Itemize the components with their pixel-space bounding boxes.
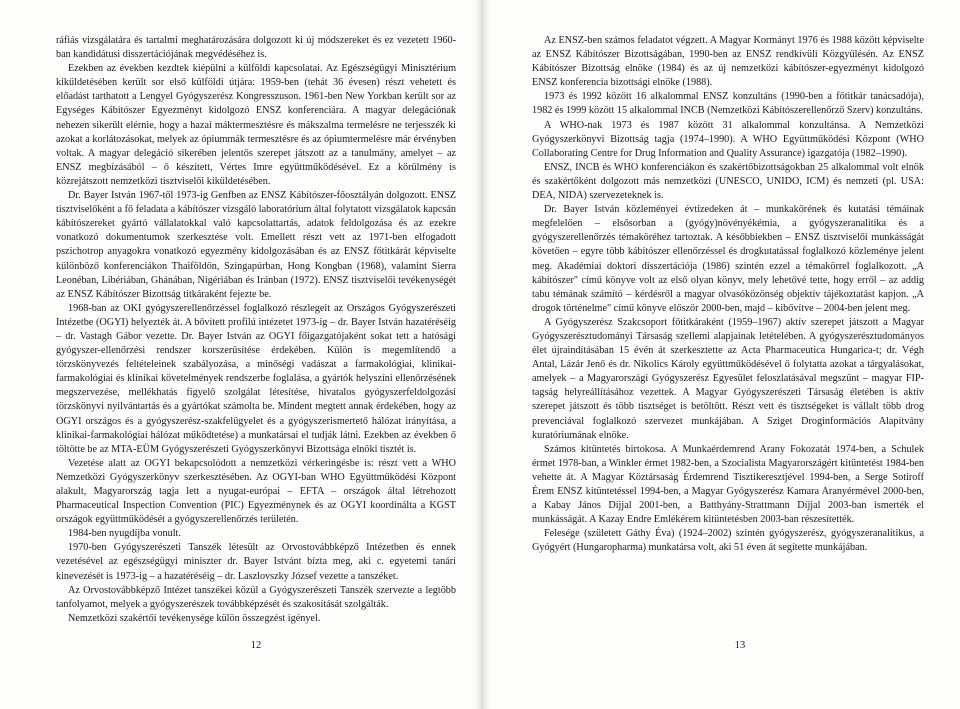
paragraph: 1984-ben nyugdíjba vonult. [68, 528, 181, 540]
paragraph: 1970-ben Gyógyszerészeti Tanszék létesült az Orvostovábbképző Intézetben és ennek vezetésével az egészségügyi miniszter dr. Bayer Istvánt bízta meg, aki c. egyetemi tanári kinevezését is 1973-ig – a hazatéréséig – dr. Laszlovszky József vezette a tanszéket. [56, 542, 456, 582]
page-number-right: 13 [734, 640, 746, 651]
paragraph: 1973 és 1992 között 16 alkalommal ENSZ konzultáns (1990-ben a főtitkár tanácsadója), 1982 és 1999 között 15 alkalommal INCB (Nemzetközi Kábítószerellenőrző Szerv) konzultáns. [532, 91, 924, 117]
page-number-left: 12 [250, 640, 262, 651]
paragraph: Nemzetközi szakértői tevékenysége külön összegzést igényel. [68, 612, 321, 624]
paragraph: Ezekben az években kezdtek kiépülni a külföldi kapcsolatai. Az Egészségügyi Minisztérium kiküldetésében került sor első külföldi útjára: 1959-ben (tehát 36 évesen) részt vehetett és előadást tarthatott a Lengyel Gyógyszerész Kongresszuson. 1961-ben New Yorkban került sor az Egységes Kábítószer Egyezményt kidolgozó ENSZ konferenciára. A magyar delegációnak nehezen sikerült elérnie, hogy a hazai máktermesztésre és mákszalma termelésre ne terjesszék ki azokat a korlátozásokat, melyek az ópiummák termesztésre és az ópiumtermelésre már érvényben voltak. A magyar delegáció sikerében jelentős szerepet játszott az a tanulmány, amelyet – az ENSZ megbízásából – ő készített, Vértes Imre együttműködésével. Ez a körülmény is közrejátszott nemzetközi tisztviselői kiküldetésében. [56, 63, 456, 187]
paragraph: Számos kitüntetés birtokosa. A Munkaérdemrend Arany Fokozatát 1974-ben, a Schulek érmet 1978-ban, a Winkler érmet 1982-ben, a Szocialista Magyarországért kitüntetést 1984-ben vehette át. A Magyar Köztársaság Érdemrend Tisztikeresztjével 1994-ben, a Serge Sotiroff Érem ENSZ kitüntetéssel 1994-ben, a Magyar Gyógyszerész Kamara Aranyérmével 2000-ben, a Kabay János Díjjal 2001-ben, a Batthyány-Strattmann Díjjal 2003-ban ismerték el munkásságát. A Kazay Endre Emlékérem kitüntetésben 2003-ban részesítették. [532, 443, 924, 526]
book-gutter [474, 0, 490, 709]
left-page [56, 34, 456, 674]
paragraph: ráfiás vizsgálatára és tartalmi meghatározására dolgozott ki új módszereket és ez vezetett 1960-ban kandidátusi disszertációjának megvédéséhez is. [56, 35, 456, 61]
paragraph: Az Orvostovábbképző Intézet tanszékei közül a Gyógyszerészeti Tanszék szervezte a legtöbb tanfolyamot, melyek a gyógyszerészek továbbképzését és szakosítását szolgálták. [56, 584, 456, 610]
paragraph: Az ENSZ-ben számos feladatot végzett. A Magyar Kormányt 1976 és 1988 között képviselte az ENSZ Kábítószer Bizottságában, 1990-ben az ENSZ rendkívüli Közgyűlésén. Az ENSZ Kábítószer Bizottság elnöke (1984) és az új nemzetközi kábítószer-egyezményt kidolgozó ENSZ konferencia bizottsági elnöke (1988). [532, 35, 924, 89]
paragraph: A WHO-nak 1973 és 1987 között 31 alkalommal konzultánsa. A Nemzetközi Gyógyszerkönyvi Bizottság tagja (1974–1990). A WHO Együttműködési Központ (WHO Collaborating Centre for Drug Information and Quality Assurance) igazgatója (1982–1990). [532, 119, 924, 159]
paragraph: Dr. Bayer István közleményei évtizedeken át – munkakörének és kutatási témáinak megfelelően – elsősorban a (gyógy)növényékémia, a gyógyszeranalitika és a gyógyszerellenőrzés témaköréhez tartoztak. A későbbiekben – ENSZ tisztviselői munkásságát követően – egyre több kábítószer ellenőrzéssel és drogkutatással foglalkozó közleménye jelent meg. Akadémiai doktori disszertációja (1986) szintén ezzel a témakörrel foglalkozott. „A kábítószer" című könyve volt az első olyan könyv, mely lehetővé tette, hogy erről – az addig tabu témának számító – kérdésről a magyar olvasóközönség objektív tájékoztatást kapjon. „A drogok történelme" című könyve először 2000-ben, majd – kibővítve – 2004-ben jelent meg. [532, 204, 924, 314]
paragraph: Vezetése alatt az OGYI bekapcsolódott a nemzetközi vérkeringésbe is: részt vett a WHO Nemzetközi Gyógyszerkönyv szerkesztésében. Az OGYI-ban WHO Együttműködési Központ alakult, Magyarország tagja lett a nyugat-európai – EFTA – országok által létrehozott Pharmaceutical Inspection Convention (PIC) Egyezménynek és az OGYI koordinálta a KGST országok együttműködését a gyógyszerellenőrzés területén. [56, 457, 456, 526]
paragraph: A Gyógyszerész Szakcsoport főtitkáraként (1959–1967) aktív szerepet játszott a Magyar Gyógyszerésztudományi Társaság szellemi alapjainak letételében. A gyógyszerésztudományos élet újraindításában 15 évén át szerkesztette az Acta Pharmaceutica Hungarica-t; dr. Végh Antal, Lázár Jenő és dr. Nikolics Károly együttműködésével ő folytatta azokat a tárgyalásokat, amelyek – a Magyarországi Gyógyszerész Egyesület feloszlatásával megszűnt – magyar FIP-tagság helyreállításához vezettek. A Magyar Gyógyszerészeti Társaság életében is aktív szerepet játszott és több tisztséget is betöltött. Részt vett és tisztségeket is vállalt több drog prevenciával foglalkozó szervezet munkájában. A Sziget Droginformációs Alapítvány kuratóriumának elnöke. [532, 316, 924, 441]
paragraph: Felesége (született Gáthy Éva) (1924–2002) szintén gyógyszerész, gyógyszeranalitikus, a Gyógyért (Hungaropharma) munkatársa volt, aki 51 éven át segítette munkájában. [532, 528, 924, 554]
paragraph: Dr. Bayer István 1967-től 1973-ig Genfben az ENSZ Kábítószer-főosztályán dolgozott. ENSZ tisztviselőként a fő feladata a kábítószer vizsgáló laboratórium által folytatott vizsgálatok kapcsán kábítószereket gyártó vállalatokkal való kapcsolattartás, adatok feldolgozása és az ezekre vonatkozó dokumentumok szerkesztése volt. Emellett részt vett az 1971-ben elfogadott pszichotrop anyagokra vonatkozó egyezmény kidolgozásában és az ENSZ főtitkárát képviselte különböző konferenciákon Thaiföldön, Szingapúrban, Hong Kongban (1968), valamint Sierra Leonéban, Libériában, Ghánában, Nigériában és Iránban (1972). ENSZ tisztviselői tevékenységét az ENSZ Kábítószer Bizottság titkáraként fejezte be. [56, 190, 456, 300]
paragraph: ENSZ, INCB és WHO konferenciákon és szakértőbizottságokban 25 alkalommal volt elnök és szakértőként dolgozott más nemzetközi (UNESCO, UNIDO, ICM) és nemzeti (pl. USA: DEA, NIDA) szervezeteknek is. [532, 161, 924, 202]
right-page [532, 34, 924, 674]
paragraph: 1968-ban az OKI gyógyszerellenőrzéssel foglalkozó részlegeit az Országos Gyógyszerészeti Intézetbe (OGYI) helyezték át. A bővített profilú intézetet 1973-ig – dr. Bayer István hazatéréséig – dr. Vastagh Gábor vezette. Dr. Bayer István az OGYI főigazgatójaként sokat tett a hatósági gyógyszer-ellenőrzési rendszer korszerűsítése érdekében. Külön is megemlítendő a törzskönyvezés feltételeinek szabályozása, a minőségi vadászat a farmakológiai, klinikai-farmakológiai és klinikai követelmények rendszerbe foglalása, a gyártók helyszíni ellenőrzésének megszervezése, mellékhatás figyelő szolgálat létesítése, hivatalos gyógyszerfeldolgozási törzskönyvi nyilvántartás és a gyártókat számolta be. Mindent megtett annak érdekében, hogy az OGYI országos és a gyógyszerész-szakfelügyelet és a gyógyszerismertető hálózat irányítása, a klinikai-farmakológiai hálózat működtetése) a munkatársai el tudják látni. Ezekben az években ő töltötte be az MTA-EÜM Gyógyszerészeti Gyógyszerkönyvi Bizottsága elnöki tisztét is. [56, 302, 456, 455]
